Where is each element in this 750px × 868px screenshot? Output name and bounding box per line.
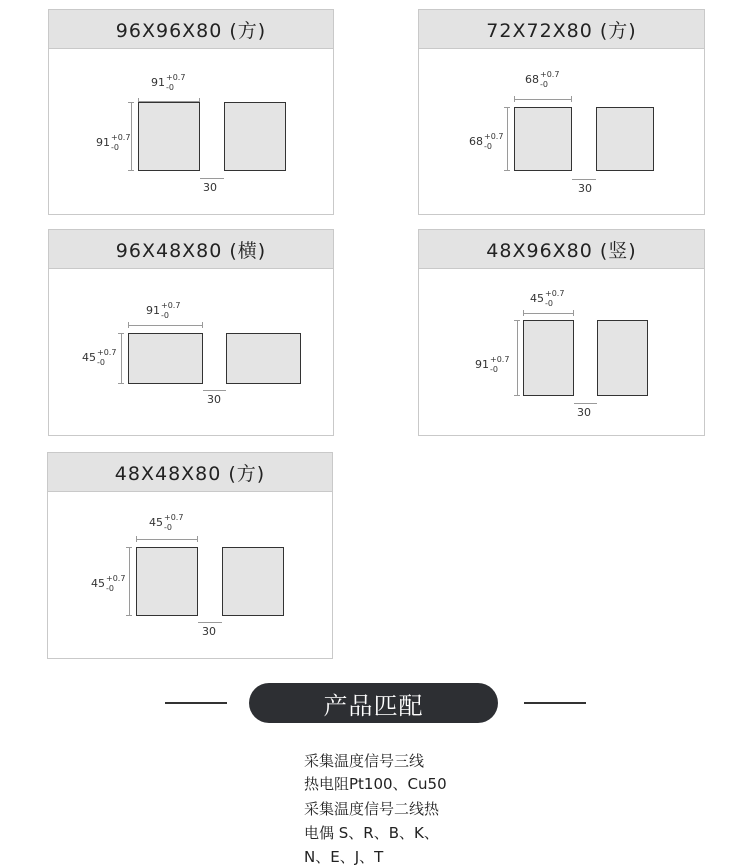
gap-dimension-line: [200, 178, 224, 179]
gap-dimension-line: [203, 390, 226, 391]
cutout-rect-left: [128, 333, 203, 384]
cutout-diagram: [49, 268, 333, 435]
description-line: 采集温度信号三线: [304, 752, 425, 770]
gap-dimension-line: [198, 622, 222, 623]
description-line: 采集温度信号二线热: [304, 800, 440, 818]
height-dimension-line: [517, 320, 518, 396]
panel-title: 96X48X80 (横): [49, 230, 333, 269]
cutout-rect-right: [224, 102, 286, 171]
section-title: 产品匹配: [249, 683, 498, 723]
description-line: 电偶 S、R、B、K、: [304, 824, 439, 842]
gap-label: 30: [202, 625, 216, 638]
section-divider-left: [165, 702, 227, 704]
section-divider-right: [524, 702, 586, 704]
cutout-rect-left: [138, 102, 200, 171]
height-dimension-line: [121, 333, 122, 384]
panel-title: 48X48X80 (方): [48, 453, 332, 492]
panel-48x48x80: [47, 452, 333, 659]
cutout-rect-left: [523, 320, 574, 396]
panel-title: 72X72X80 (方): [419, 10, 704, 49]
width-dimension: 45 +0.7 -0: [149, 513, 184, 532]
width-dimension: 45 +0.7 -0: [530, 289, 565, 308]
gap-dimension-line: [572, 179, 596, 180]
cutout-diagram: [419, 268, 704, 435]
height-dimension: 91 +0.7 -0: [96, 133, 131, 152]
width-dimension-line: [128, 325, 203, 326]
height-dimension-line: [131, 102, 132, 171]
cutout-diagram: [48, 491, 332, 658]
cutout-rect-right: [596, 107, 654, 171]
cutout-rect-right: [226, 333, 301, 384]
gap-label: 30: [207, 393, 221, 406]
height-dimension: 45 +0.7 -0: [91, 574, 126, 593]
panel-48x96x80: [418, 229, 705, 436]
width-dimension-line: [136, 539, 198, 540]
gap-label: 30: [578, 182, 592, 195]
description-line: N、E、J、T: [304, 848, 384, 866]
height-dimension: 91 +0.7 -0: [475, 355, 510, 374]
cutout-rect-left: [136, 547, 198, 616]
height-dimension: 68 +0.7 -0: [469, 132, 504, 151]
panel-72x72x80: [418, 9, 705, 215]
width-dimension-line: [514, 99, 572, 100]
width-dimension: 91 +0.7 -0: [151, 73, 186, 92]
width-dimension: 91 +0.7 -0: [146, 301, 181, 320]
cutout-rect-left: [514, 107, 572, 171]
cutout-diagram: [49, 48, 333, 214]
description-line: 热电阻Pt100、Cu50: [304, 775, 447, 793]
cutout-diagram: [419, 48, 704, 214]
cutout-rect-right: [222, 547, 284, 616]
height-dimension-line: [507, 107, 508, 171]
gap-label: 30: [203, 181, 217, 194]
panel-title: 96X96X80 (方): [49, 10, 333, 49]
height-dimension-line: [129, 547, 130, 616]
gap-dimension-line: [574, 403, 597, 404]
panel-96x96x80: [48, 9, 334, 215]
cutout-rect-right: [597, 320, 648, 396]
panel-title: 48X96X80 (竖): [419, 230, 704, 269]
gap-label: 30: [577, 406, 591, 419]
height-dimension: 45 +0.7 -0: [82, 348, 117, 367]
panel-96x48x80: [48, 229, 334, 436]
width-dimension: 68 +0.7 -0: [525, 70, 560, 89]
width-dimension-line: [523, 313, 574, 314]
